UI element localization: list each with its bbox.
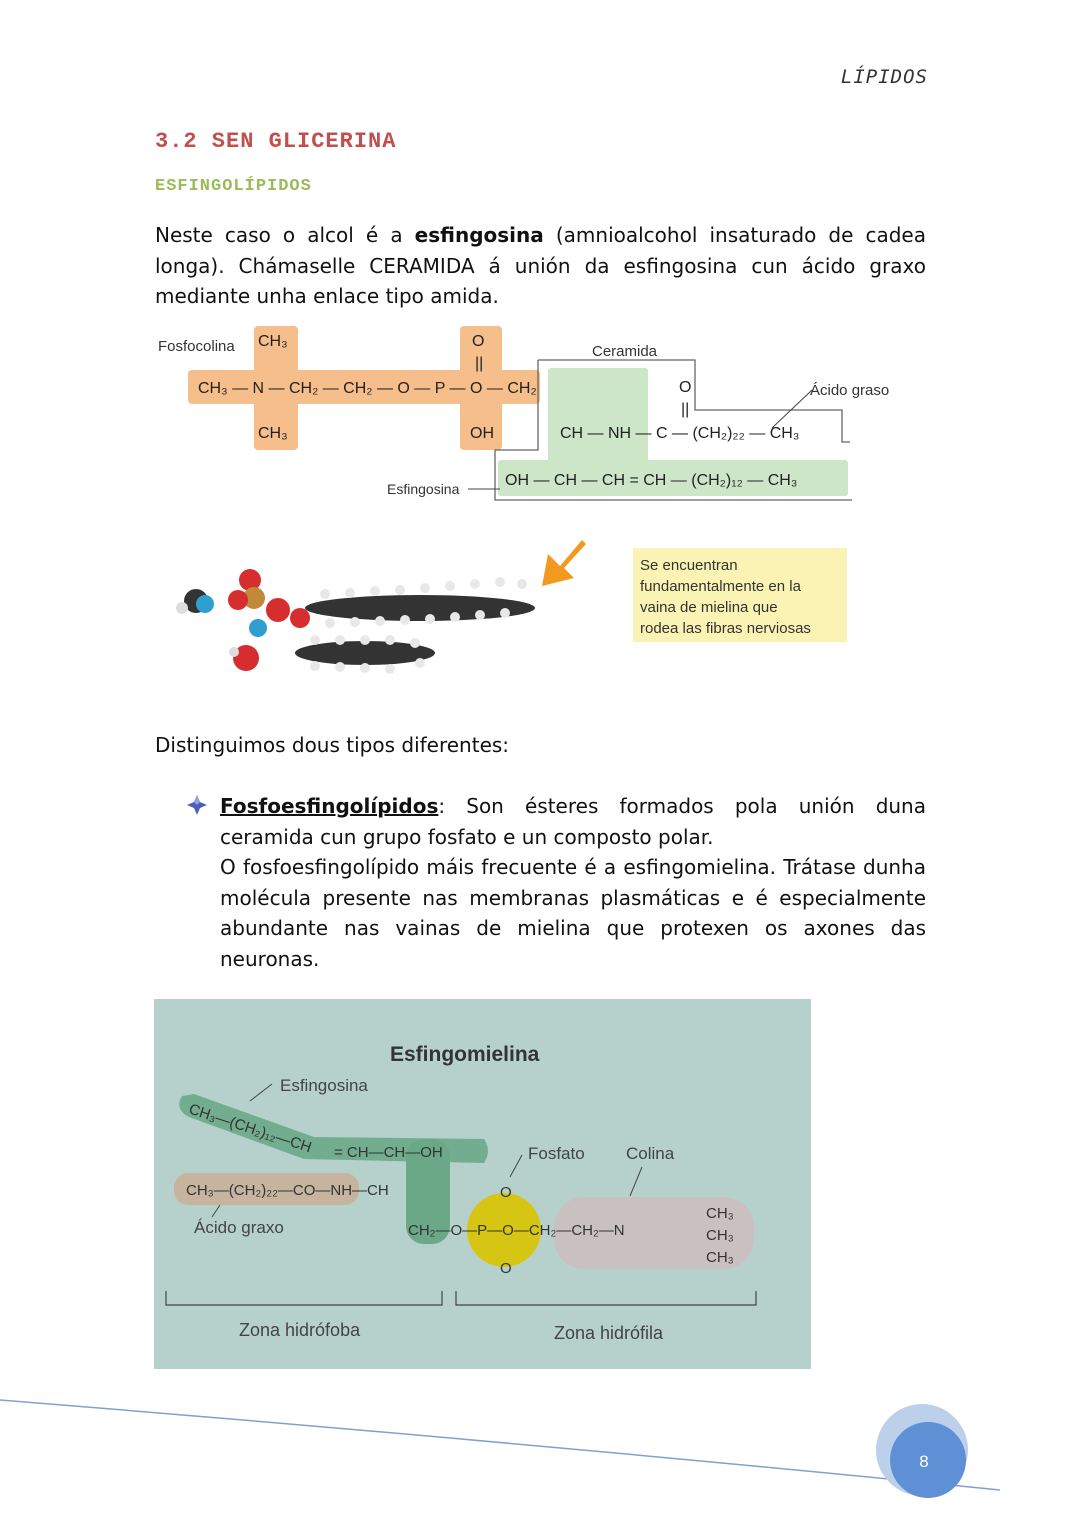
svg-text:CH₃—(CH₂)₂₂—CO—NH—CH: CH₃—(CH₂)₂₂—CO—NH—CH — [186, 1182, 389, 1199]
acido-graxo-label: Ácido graxo — [194, 1218, 284, 1237]
svg-text:= CH—CH—OH: = CH—CH—OH — [334, 1144, 443, 1161]
svg-text:CH₃: CH₃ — [706, 1205, 734, 1222]
section-title: 3.2 SEN GLICERINA — [155, 129, 397, 154]
svg-text:CH₃: CH₃ — [706, 1227, 734, 1244]
bullet-fosfoesfingolipidos: Fosfoesfingolípidos: Son ésteres formados pola unión duna ceramida cun grupo fosfato e un composto polar. — [220, 794, 926, 849]
svg-text:CH₃: CH₃ — [706, 1249, 734, 1266]
esfingosina-term: esfingosina — [414, 223, 544, 247]
note-line-2: fundamentalmente en la — [640, 578, 801, 595]
esfingosina-label: Esfingosina — [387, 481, 460, 497]
page-footer — [0, 1380, 1080, 1527]
svg-text:CH₃: CH₃ — [258, 333, 288, 350]
zona-hidrofoba-label: Zona hidrófoba — [239, 1320, 361, 1340]
bullet-cross-icon — [186, 794, 208, 816]
arrow-icon — [542, 540, 586, 586]
svg-text:CH₂—O—P—O—CH₂—CH₂—N: CH₂—O—P—O—CH₂—CH₂—N — [408, 1222, 625, 1239]
sphingomyelin-figure — [154, 999, 811, 1369]
svg-text:CH₃—(CH₂)₁₂—CH: CH₃—(CH₂)₁₂—CH — [186, 1100, 314, 1157]
acido-graso-label: Ácido graso — [810, 382, 890, 399]
svg-text:O: O — [500, 1260, 512, 1277]
note-line-1: Se encuentran — [640, 557, 738, 574]
molecule-3d-model — [176, 569, 535, 674]
svg-text:CH₃ — N — CH₂ — CH₂ — O — P —: CH₃ — N — CH₂ — CH₂ — O — P — O — CH₂ — [198, 380, 537, 397]
ceramida-label: Ceramida — [592, 343, 658, 360]
svg-text:OH — CH — CH = CH — (CH₂)₁₂ —: OH — CH — CH = CH — (CH₂)₁₂ — CH₃ — [505, 472, 798, 489]
svg-text:CH — NH — C — (CH₂)₂₂ — CH₃: CH — NH — C — (CH₂)₂₂ — CH₃ — [560, 425, 800, 442]
note-line-4: rodea las fibras nerviosas — [640, 620, 811, 637]
footer-line — [0, 1400, 1000, 1490]
zona-hidrofila-label: Zona hidrófila — [554, 1323, 664, 1343]
fosfocolina-label: Fosfocolina — [158, 338, 235, 355]
types-intro: Distinguimos dous tipos diferentes: — [155, 733, 510, 757]
sphingomyelin-title: Esfingomielina — [390, 1043, 540, 1066]
ceramide-structure-figure — [150, 318, 910, 698]
svg-text:||: || — [475, 355, 484, 372]
intro-paragraph: Neste caso o alcol é a esfingosina (amnioalcohol insaturado de cadea longa). Chámaselle CERAMIDA á unión da esfingosina cun ácido graxo mediante unha enlace tipo amida. — [155, 223, 926, 308]
colina-label: Colina — [626, 1144, 675, 1163]
svg-text:CH₃: CH₃ — [258, 425, 288, 442]
section-subtitle: ESFINGOLÍPIDOS — [155, 177, 312, 196]
esfingosina-label: Esfingosina — [280, 1076, 368, 1095]
svg-text:O: O — [472, 333, 485, 350]
svg-text:OH: OH — [470, 425, 494, 442]
page-number: 8 — [919, 1452, 929, 1471]
bullet-esfingomielina-text: O fosfoesfingolípido máis frecuente é a esfingomielina. Trátase dunha molécula presente nas membranas plasmáticas e é especialmente abundante nas vainas de mielina que protexen os axones das neuronas. — [220, 855, 926, 971]
running-header: LÍPIDOS — [840, 66, 928, 88]
note-line-3: vaina de mielina que — [640, 599, 778, 616]
svg-text:O: O — [679, 379, 692, 396]
fosfoesfingolipidos-term: Fosfoesfingolípidos — [220, 794, 439, 818]
fosfato-label: Fosfato — [528, 1144, 585, 1163]
svg-text:O: O — [500, 1184, 512, 1201]
svg-text:||: || — [681, 401, 690, 418]
